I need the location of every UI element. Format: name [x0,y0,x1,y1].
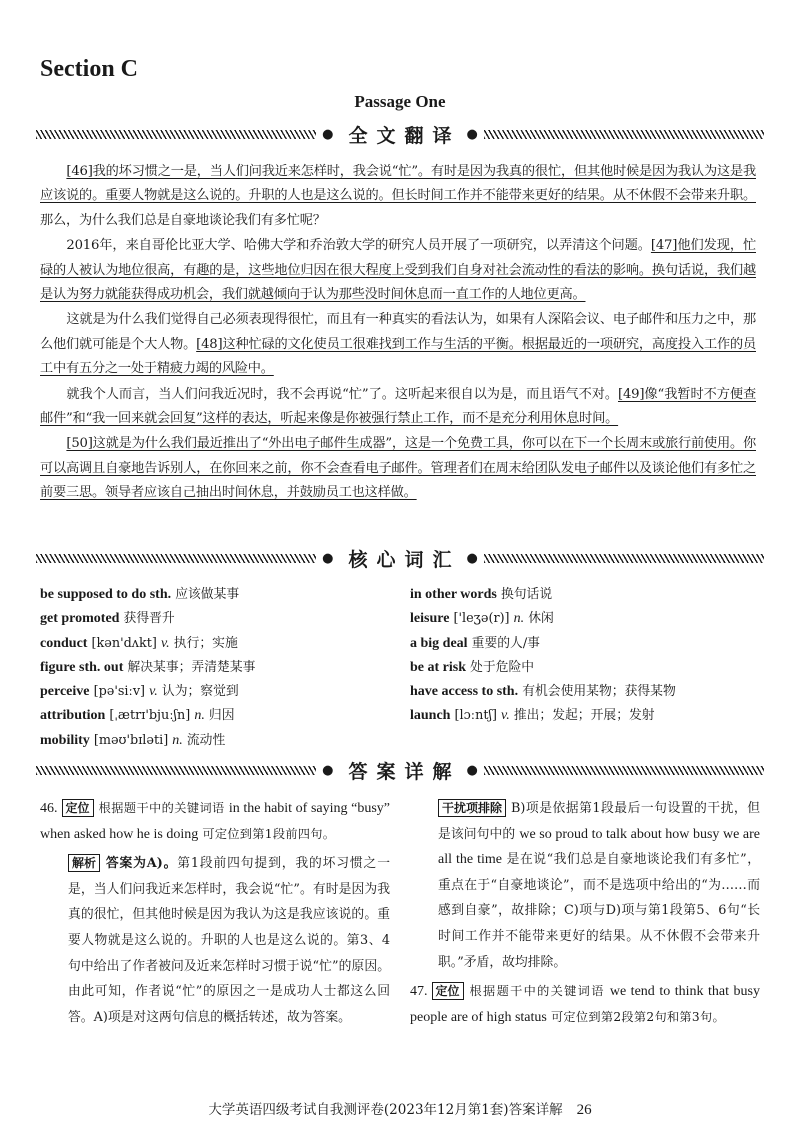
underlined-sentence: [48]这种忙碌的文化使员工很难找到工作与生活的平衡。根据最近的一项研究，高度投入工作的员工中有五分之一处于精疲力竭的风险中。 [40,336,756,377]
vocab-term: be at risk [410,659,466,675]
passage-title: Passage One [354,92,446,111]
vocab-term: get promoted [40,611,120,627]
vocab-meaning: 处于危险中 [470,659,535,675]
vocab-term: attribution [40,708,106,724]
locate-text: 根据题干中的关键词语 [468,984,605,999]
hatch-divider-left [36,130,316,139]
underlined-sentence: [46]我的坏习惯之一是，当人们问我近来怎样时，我会说“忙”。有时是因为我真的很忙，但其他时候是因为我认为这是我应该说的。重要人物就是这么说的。升职的人也是这么说的。但长时间工作并不能带来更好的结果。从不休假不会带来升职。 [40,164,756,204]
locate-tag: 定位 [62,799,94,817]
hatch-divider-right [484,766,764,775]
vocab-entry [410,583,760,607]
answer-key: 答案为A)。 [105,856,178,872]
vocab-entry [40,680,410,704]
hatch-divider-left [36,554,316,563]
translation-paragraph-4 [40,383,756,432]
bullet-icon: ● [322,126,334,142]
vocab-term: launch [410,708,451,724]
distractor-tag: 干扰项排除 [438,799,506,817]
q47-locate [410,979,760,1030]
distractor-explanation [410,796,760,975]
vocab-entry [410,656,760,680]
plain-sentence: 这就是为什么我们觉得自己必须表现得很忙，而且有一种真实的看法认为，如果有人深陷会议、电子邮件和压力之中，那么他们就可能是个大人物。 [40,312,756,352]
vocab-phonetic: [lɔːntʃ] [454,708,497,724]
vocabulary-heading: 核心词汇 [348,548,461,571]
translation-paragraph-2 [40,234,756,307]
vocab-entry [40,607,410,631]
question-number: 47. [410,984,428,1000]
plain-sentence: 那么，为什么我们总是自豪地谈论我们有多忙呢？ [40,212,326,228]
vocab-meaning: 推出；发起；开展；发射 [513,708,655,724]
locate-keyword: in the habit of saying “busy” when asked how he is doing [40,801,390,842]
vocab-pos: n. [172,732,183,748]
bullet-icon: ● [466,762,478,778]
distractor-quote: we so proud to talk about how busy we are all the time [438,826,760,868]
locate-text: 可定位到第1段前四句。 [202,826,336,841]
vocab-meaning: 换句话说 [500,587,553,602]
vocab-meaning: 休闲 [528,611,554,627]
question-number: 46. [40,801,58,816]
hatch-divider-right [484,554,764,563]
plain-sentence: 就我个人而言，当人们问我近况时，我不会再说“忙”了。这听起来很自以为是，而且语气不对。 [66,386,619,402]
vocab-phonetic: [kən'dʌkt] [91,635,157,651]
underlined-sentence: [49]像“我暂时不方便查邮件”和“我一回来就会回复”这样的表达，听起来像是你被强行禁止工作，而不是充分利用休息时间。 [40,386,756,427]
answers-column-right [410,796,760,1030]
vocab-term: perceive [40,684,90,700]
vocab-pos: v. [149,684,158,700]
bullet-icon: ● [322,762,334,778]
vocabulary-column-left [40,583,410,753]
vocab-pos: n. [194,708,205,724]
q46-analysis [40,851,390,1030]
vocab-meaning: 应该做某事 [175,587,240,602]
vocab-pos: v. [501,708,510,724]
vocab-meaning: 归因 [208,708,235,724]
q46-locate [40,796,390,847]
footer-title: 大学英语四级考试自我测评卷(2023年12月第1套)答案详解 [208,1102,563,1118]
page-number: 26 [576,1102,592,1118]
translation-paragraph-1 [40,160,756,233]
vocab-entry [40,632,410,656]
vocab-term: leisure [410,611,450,627]
vocab-entry [40,656,410,680]
underlined-sentence: [50]这就是为什么我们最近推出了“外出电子邮件生成器”，这是一个免费工具，你可以在下一个长周末或旅行前使用。你可以高调且自豪地告诉别人，在你回来之前，你不会查看电子邮件。管理者们在周末给团队发电子邮件以及谈论他们有多忙之前要三思。领导者应该自己抽出时间休息，并鼓励员工也这样做。 [40,436,756,501]
vocab-meaning: 重要的人/事 [471,635,540,651]
vocab-phonetic: ['leʒə(r)] [453,611,510,627]
vocab-term: mobility [40,732,90,748]
vocabulary-list [40,583,760,753]
bullet-icon: ● [466,126,478,142]
vocab-entry [40,729,410,753]
vocab-meaning: 有机会使用某物；获得某物 [522,684,676,700]
vocab-term: figure sth. out [40,659,124,675]
vocab-phonetic: [ˌætrɪ'bjuːʃn] [109,708,191,724]
vocab-meaning: 解决某事；弄清楚某事 [127,659,256,675]
vocab-entry [410,632,760,656]
locate-tag: 定位 [432,982,464,1000]
vocab-entry [410,704,760,728]
vocabulary-banner [36,544,764,572]
translation-heading: 全文翻译 [348,124,461,147]
translation-banner [36,120,764,148]
plain-sentence: 2016年，来自哥伦比亚大学、哈佛大学和乔治敦大学的研究人员开展了一项研究，以弄清这个问题。 [66,238,651,254]
locate-text: 可定位到第2段第2句和第3句。 [550,1009,725,1024]
analysis-text: 第1段前四句提到，我的坏习惯之一是，当人们问我近来怎样时，我会说“忙”。有时是因为我真的很忙，但其他时候是因为我认为这是我应该说的。重要人物就是这么说的。升职的人也是这么说的。第3、4句中给出了作者被问及近来怎样时习惯于说“忙”的原因。由此可知，作者说“忙”的原因之一是成功人士都这么回答。A)项是对这两句信息的概括转述，故为答案。 [68,856,390,1025]
translation-paragraph-3 [40,308,756,381]
vocab-meaning: 流动性 [186,732,226,748]
vocab-pos: v. [161,635,170,651]
vocab-pos: n. [513,611,525,627]
bullet-icon: ● [322,550,334,566]
vocab-term: be supposed to do sth. [40,587,172,602]
locate-keyword: we tend to think that busy people are of high status [410,984,761,1025]
vocab-meaning: 获得晋升 [123,611,175,627]
distractor-text: 是在说“我们总是自豪地谈论我们有多忙”，重点在于“自豪地谈论”，而不是选项中给出的“为……而感到自豪”，故排除；C)项与D)项与第1段第5、6句“长时间工作并不能带来更好的结果。从不休假不会带来升职。”矛盾，故均排除。 [438,852,760,970]
vocab-entry [410,680,760,704]
translation-text [40,160,756,506]
answers-heading: 答案详解 [348,760,461,783]
locate-text: 根据题干中的关键词语 [98,801,225,815]
translation-paragraph-5 [40,432,756,505]
vocab-meaning: 认为；察觉到 [161,684,239,700]
vocab-term: have access to sth. [410,684,519,700]
page-footer [0,1098,800,1119]
distractor-text: B)项是依据第1段最后一句设置的干扰，但是该问句中的 [438,801,760,842]
analysis-tag: 解析 [68,854,100,872]
vocab-term: conduct [40,635,88,651]
vocab-entry [40,704,410,728]
vocab-term: a big deal [410,635,468,651]
vocab-meaning: 执行；实施 [173,635,238,651]
section-title: Section C [40,56,138,82]
answers-banner [36,756,764,784]
vocab-entry [40,583,410,607]
vocabulary-column-right [410,583,760,753]
hatch-divider-right [484,130,764,139]
answer-explanations [40,796,760,1030]
underlined-sentence: [47]他们发现，忙碌的人被认为地位很高，有趣的是，这些地位归因在很大程度上受到我们自身对社会流动性的看法的影响。换句话说，我们越是认为努力就能获得成功机会，我们就越倾向于认为那些没时间休息而一直工作的人地位更高。 [40,238,756,303]
vocab-phonetic: [pə'siːv] [93,684,146,700]
bullet-icon: ● [466,550,478,566]
vocab-term: in other words [410,587,497,602]
hatch-divider-left [36,766,316,775]
vocab-phonetic: [məʊ'bɪləti] [93,732,169,748]
answers-column-left [40,796,390,1030]
vocab-entry [410,607,760,631]
